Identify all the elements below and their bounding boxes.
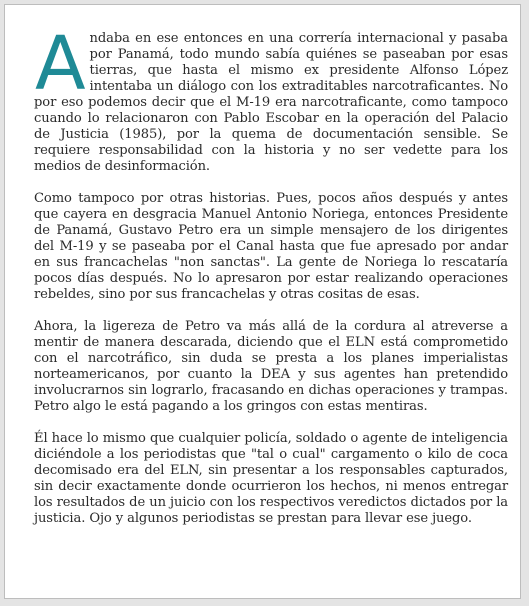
paragraph-3: Ahora, la ligereza de Petro va más allá de la cordura al atreverse a mentir de manera descarada, diciendo que el ELN está comprometido con el narcotráfico, sin duda se presta a los planes imperialistas norteamericanos, por cuanto la DEA y sus agentes han pretendido involucrarnos sin lograrlo, fracasando en dichas operaciones y trampas. Petro algo le está pagando a los gringos con estas mentiras. bbox=[34, 319, 508, 414]
article-body bbox=[34, 21, 508, 543]
document-page bbox=[4, 4, 521, 599]
drop-cap: A bbox=[35, 21, 86, 107]
paragraph-4: Él hace lo mismo que cualquier policía, soldado o agente de inteligencia diciéndole a los periodistas que "tal o cual" cargamento o kilo de coca decomisado era del ELN, sin presentar a los responsables capturados, sin decir exactamente donde ocurrieron los hechos, ni menos entregar los resultados de un juicio con los respectivos veredictos dictados por la justicia. Ojo y algunos periodistas se prestan para llevar ese juego. bbox=[34, 431, 508, 526]
paragraph-2: Como tampoco por otras historias. Pues, pocos años después y antes que cayera en desgracia Manuel Antonio Noriega, entonces Presidente de Panamá, Gustavo Petro era un simple mensajero de los dirigentes del M-19 y se paseaba por el Canal hasta que fue apresado por andar en sus francachelas "non sanctas". La gente de Noriega lo rescataría pocos días después. No lo apresaron por estar realizando operaciones rebeldes, sino por sus francachelas y otras cositas de esas. bbox=[34, 191, 508, 302]
paragraph-1 bbox=[34, 21, 508, 175]
paragraph-1-text: ndaba en ese entonces en una correría internacional y pasaba por Panamá, todo mundo sabía quiénes se paseaban por esas tierras, que hasta el mismo ex presidente Alfonso López intentaba un diálogo con los extraditables narcotraficantes. No por eso podemos decir que el M-19 era narcotraficante, como tampoco cuando lo relacionaron con Pablo Escobar en la operación del Palacio de Justicia (1985), por la quema de documentación sensible. Se requiere responsabilidad con la historia y no ser vedette para los medios de desinformación. bbox=[34, 31, 508, 174]
